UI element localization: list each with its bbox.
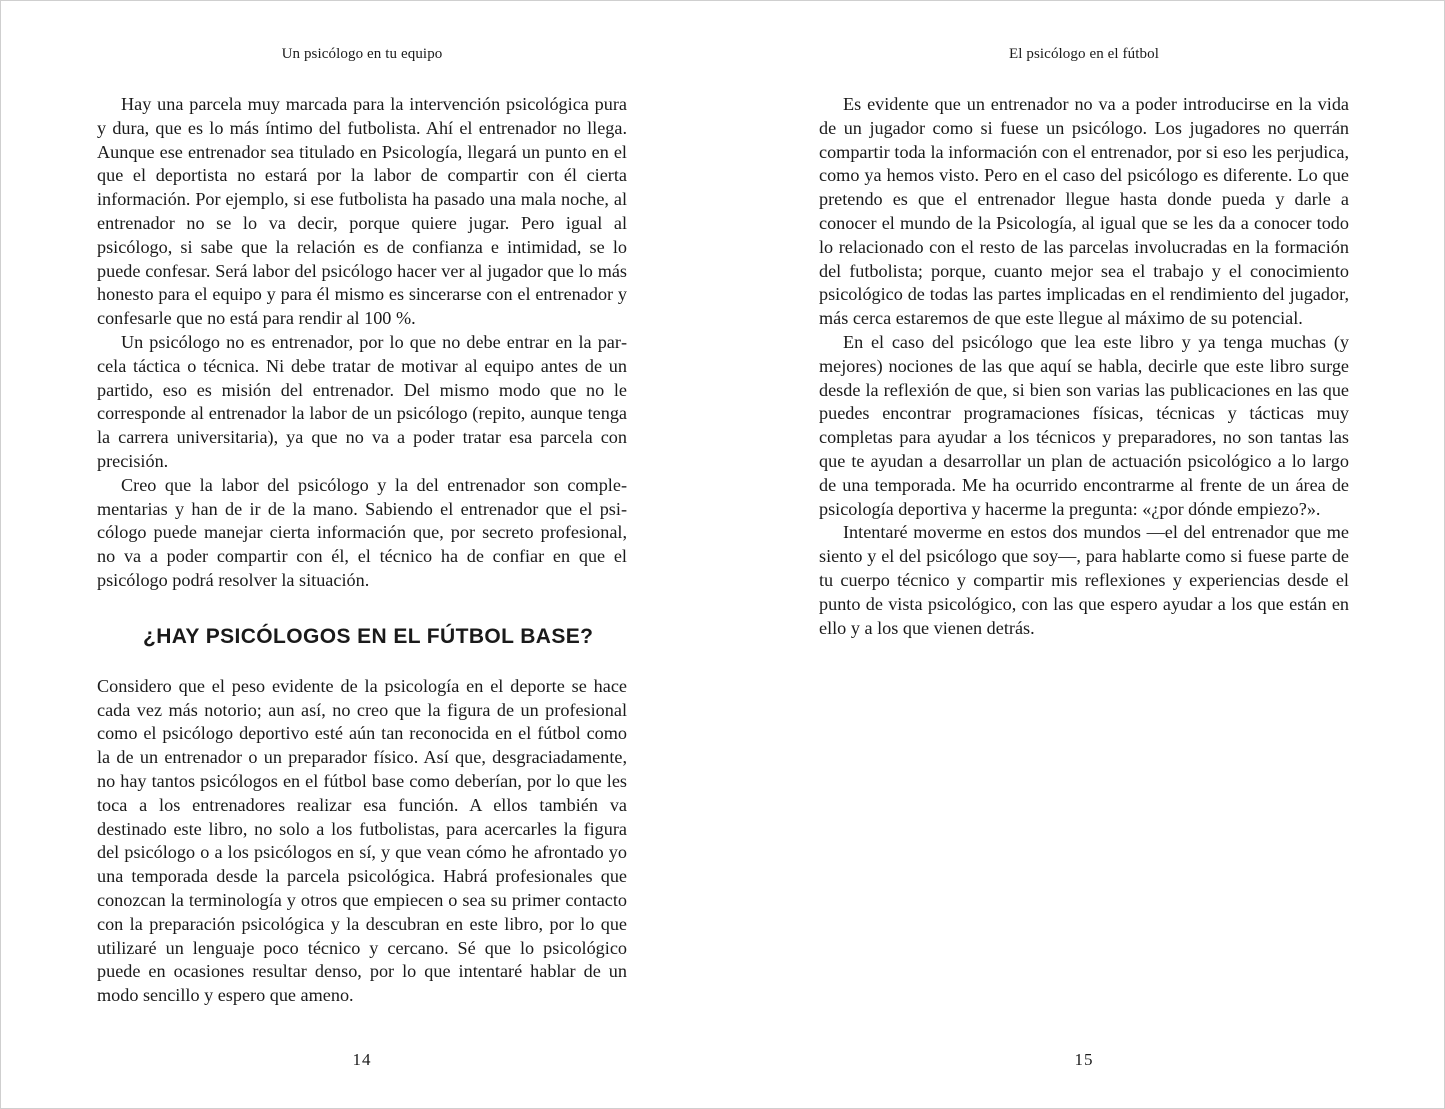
paragraph: Hay una parcela muy marcada para la intervención psicológica pura y dura, que es lo más íntimo del futbolista. Ahí el entrenador no llega. Aunque ese entrenador sea titulado en Psicología, llegará un punto en el que el deportista no estará por la labor de compartir con él cierta información. Por ejemplo, si ese futbolista ha pasado una mala noche, al entrenador no se lo va decir, porque quiere jugar. Pero igual al psicólogo, si sabe que la relación es de confianza e intimidad, se lo puede confesar. Será labor del psicólogo hacer ver al jugador que lo más honesto para el equipo y para él mismo es sincerarse con el entrenador y confesarle que no está para rendir al 100 %. xyxy=(97,94,627,329)
right-page-body xyxy=(819,93,1349,640)
paragraph: Es evidente que un entrenador no va a poder introducirse en la vida de un jugador como si fuese un psicólogo. Los jugadores no querrán compartir toda la información con el entrenador, por si eso les perjudica, como ya hemos visto. Pero en el caso del psicólogo es diferente. Lo que pretendo es que el entrenador llegue hasta donde pueda y darle a conocer el mundo de la Psicología, al igual que se les da a conocer todo lo relacionado con el resto de las parcelas involucradas en la formación del futbolista; porque, cuanto mejor sea el trabajo y el conocimiento psicológico de todas las partes implicadas en el rendimiento del jugador, más cerca estaremos de que este llegue al máximo de su potencial. xyxy=(819,94,1349,329)
page-number-right: 15 xyxy=(1074,1050,1094,1069)
paragraph: En el caso del psicólogo que lea este libro y ya tenga muchas (y mejores) nociones de las que aquí se habla, decirle que este libro surge desde la reflexión de que, si bien son varias las publicaciones en las que puedes encontrar programaciones físicas, técnicas y tácticas muy completas para ayudar a los técnicos y preparadores, no son tantas las que te ayudan a desarrollar un plan de actuación psicológico a lo largo de una temporada. Me ha ocurrido encontrarme al frente de un área de psicología deportiva y hacerme la pregunta: «¿por dónde empiezo?». xyxy=(819,331,1349,519)
paragraph: Intentaré moverme en estos dos mundos —el del entrenador que me siento y el del psicólogo que soy—, para hablarte como si fuese parte de tu cuerpo técnico y compartir mis reflexiones y experiencias desde el punto de vista psicológico, con las que espero ayudar a los que están en ello y a los que vienen detrás. xyxy=(819,522,1349,638)
paragraph: Un psicólogo no es entrenador, por lo que no debe entrar en la parcela táctica o técnica. Ni debe tratar de motivar al equipo antes de un partido, eso es misión del entrenador. Del mismo modo que no le corresponde al entrenador la labor de un psicólogo (repito, aunque tenga la carrera universitaria), ya que no va a poder tratar esa parcela con precisión. xyxy=(97,331,627,471)
right-page xyxy=(819,1,1349,1108)
paragraph: Considero que el peso evidente de la psicología en el deporte se hace cada vez más notorio; aun así, no creo que la figura de un profesional como el psicólogo deportivo esté aún tan reconocida en el fútbol como la de un entrenador o un preparador físico. Así que, desgraciadamente, no hay tantos psicólogos en el fútbol base como deberían, por lo que les toca a los entrenadores realizar esa función. A ellos también va destinado este libro, no solo a los futbolistas, para acercarles la figura del psicólogo o a los psicólogos en sí, y que vean cómo he afrontado yo una temporada desde la parcela psicológica. Habrá profesionales que conozcan la terminología y otros que empiecen o sea su primer contacto con la preparación psicológica y la descubran en este libro, por lo que utilizaré un lenguaje poco técnico y cercano. Sé que lo psicológico puede en ocasiones resultar denso, por lo que intentaré hablar de un modo sencillo y espero que ameno. xyxy=(97,675,627,1006)
section-heading: ¿HAY PSICÓLOGOS EN EL FÚTBOL BASE? xyxy=(143,624,594,648)
running-head-right: El psicólogo en el fútbol xyxy=(1009,46,1159,62)
left-page xyxy=(97,1,627,1108)
running-head-left: Un psicólogo en tu equipo xyxy=(281,46,443,62)
left-page-body xyxy=(97,93,627,1008)
paragraph: Creo que la labor del psicólogo y la del entrenador son complementarias y han de ir de la mano. Sabiendo el entrenador que el psicólogo puede manejar cierta información que, por secreto profesional, no va a poder compartir con él, el técnico ha de confiar en que el psicólogo podrá resolver la situación. xyxy=(97,474,627,590)
page-number-left: 14 xyxy=(352,1050,372,1069)
